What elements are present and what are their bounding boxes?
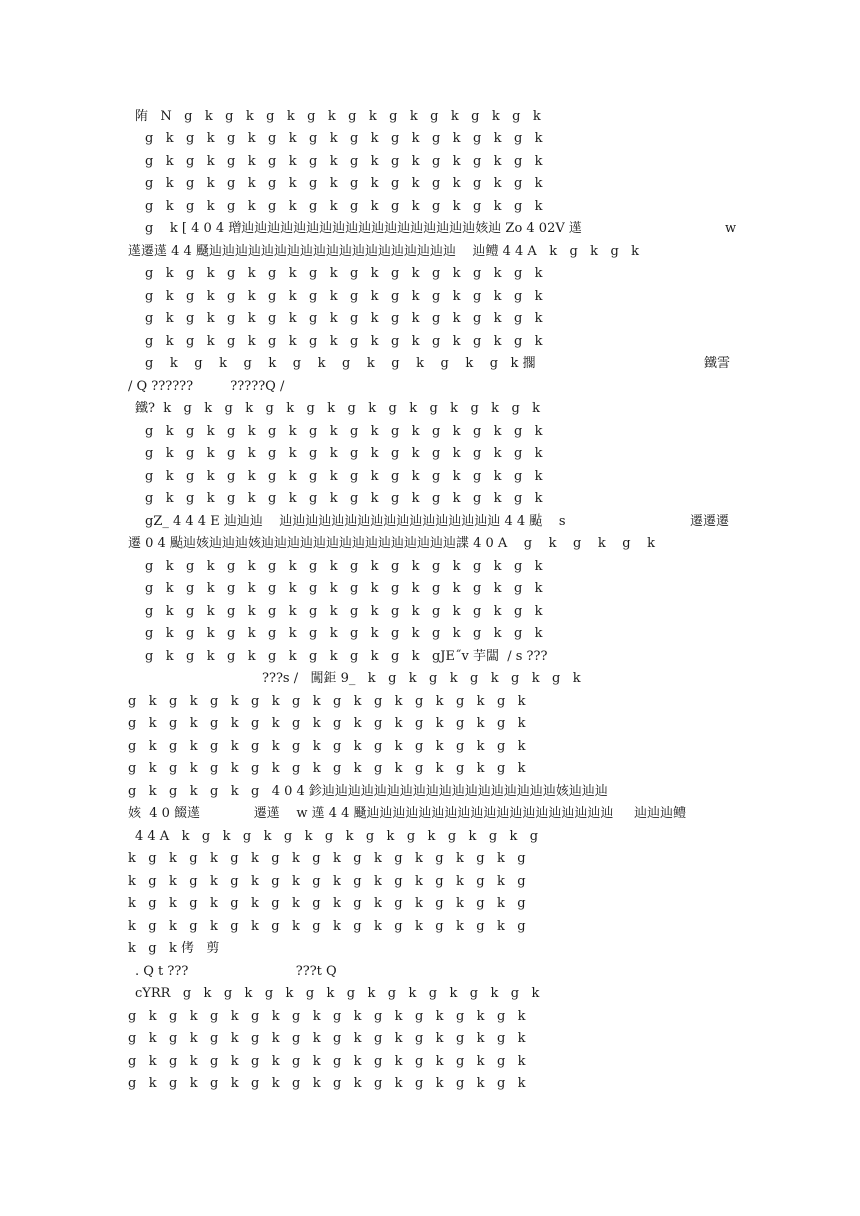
text-line: / Q ?????? ?????Q / bbox=[128, 379, 285, 394]
text-line: g k g k g k g k g k g k g k g k g k g k bbox=[128, 1054, 526, 1069]
text-line: g k g k g k g k g k g k g k g k g k g k bbox=[128, 761, 526, 776]
text-line: g k g k g k g k g k g k g k g k g k g k bbox=[128, 739, 526, 754]
text-line: g k [ 4 0 4 璔辿辿辿辿辿辿辿辿辿辿辿辿辿辿辿辿辿辿姟辿 Zo 4 02V 遳 bbox=[145, 221, 582, 236]
text-line: g k g k g k g k g k g k g k g k g k g k bbox=[145, 491, 543, 506]
text-line: g k g k g k g k g k g k g k g k g k g k bbox=[128, 1076, 526, 1091]
text-line: cYRR g k g k g k g k g k g k g k g k g k bbox=[135, 986, 540, 1001]
text-line: 遷 0 4 颭辿姟辿辿辿姟辿辿辿辿辿辿辿辿辿辿辿辿辿辿辿諜 4 0 A g k g k g k bbox=[128, 536, 656, 551]
margin-glyph: 鐵霅 bbox=[704, 356, 731, 371]
text-line: g k g k g k g k g k g k g k gJE˝v 芋闆 / s ??? bbox=[145, 649, 548, 664]
text-line: k g k g k g k g k g k g k g k g k g k g bbox=[128, 896, 526, 911]
text-line: g k g k g k g k g k g k g k g k g k g k bbox=[145, 424, 543, 439]
margin-glyph: w bbox=[725, 221, 737, 236]
text-line: g k g k g k g k g k g k g k g k g k g k bbox=[128, 1031, 526, 1046]
text-line: g k g k g k g k g k g k g k g k g k g k bbox=[145, 311, 543, 326]
text-line: g k g k g k g k g k g k g k g k g k g k bbox=[145, 154, 543, 169]
text-line: g k g k g k g k g k g k g k g k g k g k bbox=[145, 446, 543, 461]
text-line: 姟 4 0 餟遳 遷遳 w 遳 4 4 颾辿辿辿辿辿辿辿辿辿辿辿辿辿辿辿辿辿辿辿 辿辿辿鳢 bbox=[128, 806, 687, 821]
text-line: g k g k g k g k g k g k g k g k g k g k bbox=[145, 559, 543, 574]
text-line: gZ_ 4 4 4 E 辿辿辿 辿辿辿辿辿辿辿辿辿辿辿辿辿辿辿辿辿 4 4 颭 s bbox=[145, 514, 566, 529]
text-line: k g k g k g k g k g k g k g k g k g k g bbox=[128, 851, 526, 866]
text-line: 陏 N g k g k g k g k g k g k g k g k g k bbox=[135, 109, 541, 124]
text-line: g k g k g k g k g k g k g k g k g k g k bbox=[145, 266, 543, 281]
text-line: g k g k g k g k g k g k g k g k g k g k bbox=[128, 694, 526, 709]
text-line: g k g k g k g k g k g k g k g k g k g k bbox=[145, 626, 543, 641]
text-line: g k g k g k g 4 0 4 鉁辿辿辿辿辿辿辿辿辿辿辿辿辿辿辿辿辿辿姟辿辿辿 bbox=[128, 784, 608, 799]
text-line: g k g k g k g k g k g k g k g k g k g k bbox=[145, 131, 543, 146]
text-line: g k g k g k g k g k g k g k g k g k g k bbox=[145, 199, 543, 214]
margin-glyph: 遷遷遷 bbox=[690, 514, 730, 529]
text-line: k g k g k g k g k g k g k g k g k g k g bbox=[128, 919, 526, 934]
text-line: 鐵? k g k g k g k g k g k g k g k g k g k bbox=[135, 401, 541, 416]
text-line: 4 4 A k g k g k g k g k g k g k g k g k g bbox=[135, 829, 539, 844]
text-line: g k g k g k g k g k g k g k g k g k g k bbox=[145, 289, 543, 304]
text-line: g k g k g k g k g k g k g k g k g k g k bbox=[145, 581, 543, 596]
text-line: 遳遷遳 4 4 颾辿辿辿辿辿辿辿辿辿辿辿辿辿辿辿辿辿辿辿 辿鳢 4 4 A k g k g k bbox=[128, 244, 640, 259]
text-line: g k g k g k g k g k g k g k g k g k g k bbox=[128, 1009, 526, 1024]
text-line: g k g k g k g k g k g k g k g k g k g k bbox=[128, 716, 526, 731]
text-line: k g k g k g k g k g k g k g k g k g k g bbox=[128, 874, 526, 889]
text-line: . Q t ??? ???t Q bbox=[135, 964, 337, 979]
text-line: g k g k g k g k g k g k g k g k g k g k bbox=[145, 176, 543, 191]
text-line: g k g k g k g k g k g k g k g k 擱 bbox=[145, 356, 536, 371]
text-line: k g k 侤 剪 bbox=[128, 941, 220, 956]
text-line: g k g k g k g k g k g k g k g k g k g k bbox=[145, 469, 543, 484]
text-line: ???s / 闖鉅 9_ k g k g k g k g k g k bbox=[262, 671, 581, 686]
text-line: g k g k g k g k g k g k g k g k g k g k bbox=[145, 604, 543, 619]
text-line: g k g k g k g k g k g k g k g k g k g k bbox=[145, 334, 543, 349]
